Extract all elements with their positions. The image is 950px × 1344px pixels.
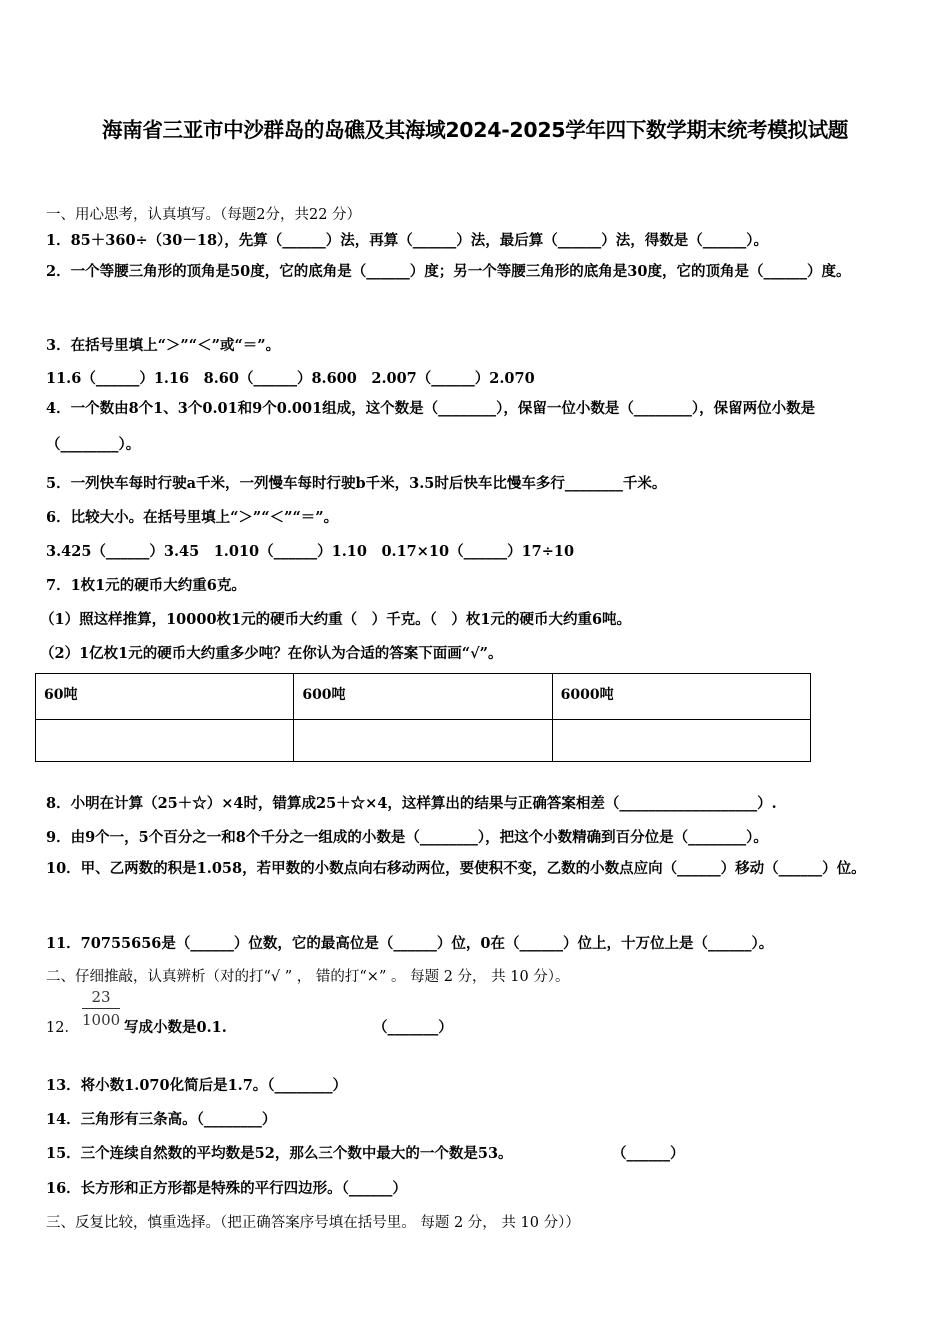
page-title: 海南省三亚市中沙群岛的岛礁及其海域2024-2025学年四下数学期末统考模拟试题 [101,118,849,142]
fraction-denominator: 1000 [82,1011,121,1029]
question-12-prefix: 12． [46,1020,79,1036]
question-4: 4．一个数由8个1、3个0.01和9个0.001组成，这个数是（________），保留一位小数是（________），保留两位小数是（________）。 [46,400,816,453]
question-7: 7．1枚1元的硬币大约重6克。 [46,577,246,594]
question-1: 1．85＋360÷（30－18），先算（______）法，再算（______）法，最后算（______）法，得数是（______）。 [46,232,769,249]
question-13: 13．将小数1.070化简后是1.7。（________） [46,1077,348,1094]
question-16: 16．长方形和正方形都是特殊的平行四边形。（______） [46,1180,407,1197]
question-15: 15．三个连续自然数的平均数是52，那么三个数中最大的一个数是53。 [46,1145,513,1162]
question-12-text: 写成小数是0.1. [124,1019,227,1036]
question-9: 9．由9个一，5个百分之一和8个千分之一组成的小数是（________），把这个小数精确到百分位是（________）。 [46,829,768,846]
question-10: 10．甲、乙两数的积是1.058，若甲数的小数点向右移动两位，要使积不变，乙数的小数点应向（______）移动（______）位。 [46,860,866,877]
answer-cell[interactable] [36,720,294,762]
question-7-part-1: （1）照这样推算，10000枚1元的硬币大约重（ ）千克。（ ）枚1元的硬币大约重6吨。 [40,611,632,628]
question-3-items: 11.6（______）1.16 8.60（______）8.600 2.007（______）2.070 [46,370,535,387]
question-3: 3．在括号里填上“＞”“＜”或“＝”。 [46,337,281,354]
section1-heading: 一、用心思考，认真填写。（每题2分，共22 分） [46,207,362,223]
fraction-numerator: 23 [91,988,111,1006]
question-6: 6．比较大小。在括号里填上“＞”“＜”“＝”。 [46,509,339,526]
question-7-part-2: （2）1亿枚1元的硬币大约重多少吨？在你认为合适的答案下面画“√”。 [40,645,503,662]
question-5: 5．一列快车每时行驶a千米，一列慢车每时行驶b千米，3.5时后快车比慢车多行________千米。 [46,475,667,492]
answer-cell[interactable] [552,720,810,762]
answer-cell[interactable] [294,720,552,762]
question-14: 14．三角形有三条高。（________） [46,1111,277,1128]
question-15-blank: （______） [612,1145,685,1162]
section2-heading: 二、仔细推敲，认真辨析（对的打“√ ” ， 错的打“×” 。 每题 2 分， 共 10 分）。 [46,969,570,985]
section3-heading: 三、反复比较，慎重选择。（把正确答案序号填在括号里。 每题 2 分， 共 10 分）） [46,1215,580,1231]
question-11: 11．70755656是（______）位数，它的最高位是（______）位，0在（______）位上，十万位上是（______）。 [46,935,774,952]
question-12-blank: （_______） [373,1019,453,1036]
option-cell: 60吨 [36,674,294,720]
question-6-items: 3.425（______）3.45 1.010（______）1.10 0.17×10（______）17÷10 [46,543,575,560]
option-cell: 6000吨 [552,674,810,720]
fraction [82,988,120,1029]
option-cell: 600吨 [294,674,552,720]
question-2: 2．一个等腰三角形的顶角是50度，它的底角是（______）度；另一个等腰三角形的底角是30度，它的顶角是（______）度。 [46,263,851,280]
answer-options-table [35,673,811,762]
question-8: 8．小明在计算（25＋☆）×4时，错算成25＋☆×4，这样算出的结果与正确答案相差（___________________）. [46,795,777,812]
